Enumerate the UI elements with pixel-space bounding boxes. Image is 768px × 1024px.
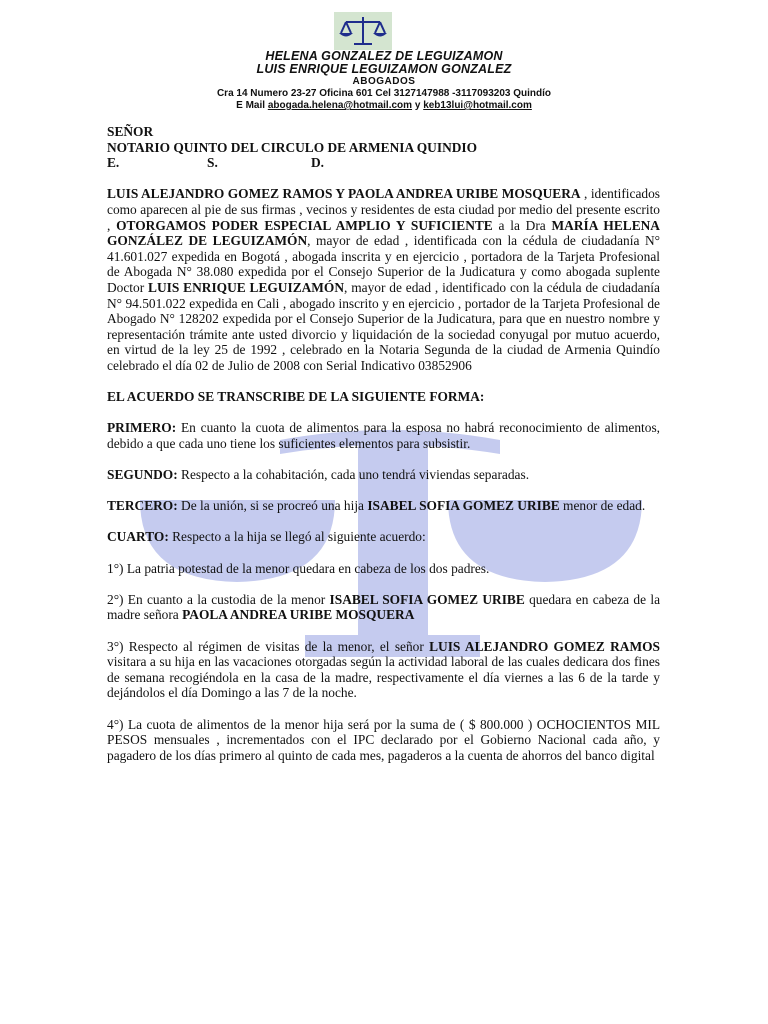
addressee-title: SEÑOR: [107, 124, 154, 139]
attorney-name: MARÍA HELENA GONZÁLEZ DE LEGUIZAMÓN: [107, 217, 660, 249]
agreement-heading: EL ACUERDO SE TRANSCRIBE DE LA SIGUIENTE FORMA:: [107, 389, 485, 405]
email-line: [0, 100, 768, 112]
email-prefix: E Mail: [236, 100, 266, 111]
clause-primero: PRIMERO: En cuanto la cuota de alimentos para la esposa no habrá reconocimiento de alimentos, debido a que cada uno tiene los suficientes elementos para subsistir.: [107, 420, 660, 451]
addressee-notary: NOTARIO QUINTO DEL CIRCULO DE ARMENIA QUINDIO: [107, 139, 478, 155]
power-grant: OTORGAMOS PODER ESPECIAL AMPLIO Y SUFICIENTE: [116, 217, 493, 233]
esd-line: [107, 155, 660, 171]
letterhead: [0, 50, 768, 112]
document-body: [107, 124, 660, 763]
item-custodia: 2°) En cuanto a la custodia de la menor ISABEL SOFIA GOMEZ URIBE quedara en cabeza de la madre señora PAOLA ANDREA URIBE MOSQUERA: [107, 591, 661, 623]
clause-segundo: SEGUNDO: Respecto a la cohabitación, cada uno tendrá viviendas separadas.: [107, 467, 530, 483]
esd-s: S.: [207, 155, 218, 171]
intro-paragraph: LUIS ALEJANDRO GOMEZ RAMOS Y PAOLA ANDREA URIBE MOSQUERA , identificados como aparecen al pie de sus firmas , vecinos y residentes de esta ciudad por medio del presente escrito , OTORGAMOS PODER ESPECIAL AMPLIO Y SUFICIENTE a la Dra MARÍA HELENA GONZÁLEZ DE LEGUIZAMÓN, mayor de edad , identificada con la cédula de ciudadanía N° 41.601.027 expedida en Bogotá , abogada inscrita y en ejercicio , portadora de la Tarjeta Profesional de Abogada N° 38.080 expedida por el Consejo Superior de la Judicatura y como abogada suplente Doctor LUIS ENRIQUE LEGUIZAMÓN, mayor de edad , identificado con la cédula de ciudadanía N° 94.501.022 expedida en Cali , abogado inscrito y en ejercicio , portador de la Tarjeta Profesional de Abogado N° 128202 expedida por el Consejo Superior de la Judicatura, para que en nuestro nombre y representación trámite ante usted divorcio y liquidación de la sociedad conyugal por mutuo acuerdo, en virtud de la ley 25 de 1992 , celebrado en la Notaria Segunda de la ciudad de Armenia Quindío celebrado el día 02 de Julio de 2008 con Serial Indicativo 03852906: [107, 186, 660, 373]
lawyer-name-1: HELENA GONZALEZ DE LEGUIZAMON: [265, 49, 503, 63]
esd-e: E.: [107, 155, 120, 171]
email-link-1[interactable]: abogada.helena@hotmail.com: [267, 100, 413, 111]
lawyer-name-2: LUIS ENRIQUE LEGUIZAMON GONZALEZ: [256, 62, 512, 76]
email-link-2[interactable]: keb13lui@hotmail.com: [423, 100, 532, 111]
parties-names: LUIS ALEJANDRO GOMEZ RAMOS Y PAOLA ANDREA URIBE MOSQUERA: [107, 186, 581, 202]
email-conjunction: y: [414, 100, 421, 111]
item-visitas: 3°) Respecto al régimen de visitas de la menor, el señor LUIS ALEJANDRO GOMEZ RAMOS visitara a su hija en las vacaciones otorgadas según la actividad laboral de las cuales dedicara dos fines de semana recogiéndola en la casa de la madre, respectivamente el día viernes a las 6 de la tarde y dejándolos el día Domingo a las 7 de la noche.: [107, 638, 660, 701]
contact-address: Cra 14 Numero 23-27 Oficina 601 Cel 3127147988 -3117093203 Quindío: [216, 88, 552, 99]
esd-d: D.: [311, 155, 325, 171]
item-cuota-alimentos: 4°) La cuota de alimentos de la menor hija será por la suma de ( $ 800.000 ) OCHOCIENTOS MIL PESOS mensuales , incrementados con el IPC declarado por el Gobierno Nacional cada año, y pagadero de los días primero al quinto de cada mes, pagaderos a la cuenta de ahorros del banco digital: [107, 716, 660, 763]
item-patria-potestad: 1°) La patria potestad de la menor quedara en cabeza de los dos padres.: [107, 560, 490, 576]
scales-of-justice-icon: [334, 12, 392, 50]
substitute-attorney-name: LUIS ENRIQUE LEGUIZAMÓN: [148, 279, 345, 295]
clause-cuarto: CUARTO: Respecto a la hija se llegó al siguiente acuerdo:: [107, 529, 426, 545]
clause-tercero: TERCERO: De la unión, si se procreó una hija ISABEL SOFIA GOMEZ URIBE menor de edad.: [107, 498, 646, 514]
profession-label: ABOGADOS: [352, 76, 416, 87]
